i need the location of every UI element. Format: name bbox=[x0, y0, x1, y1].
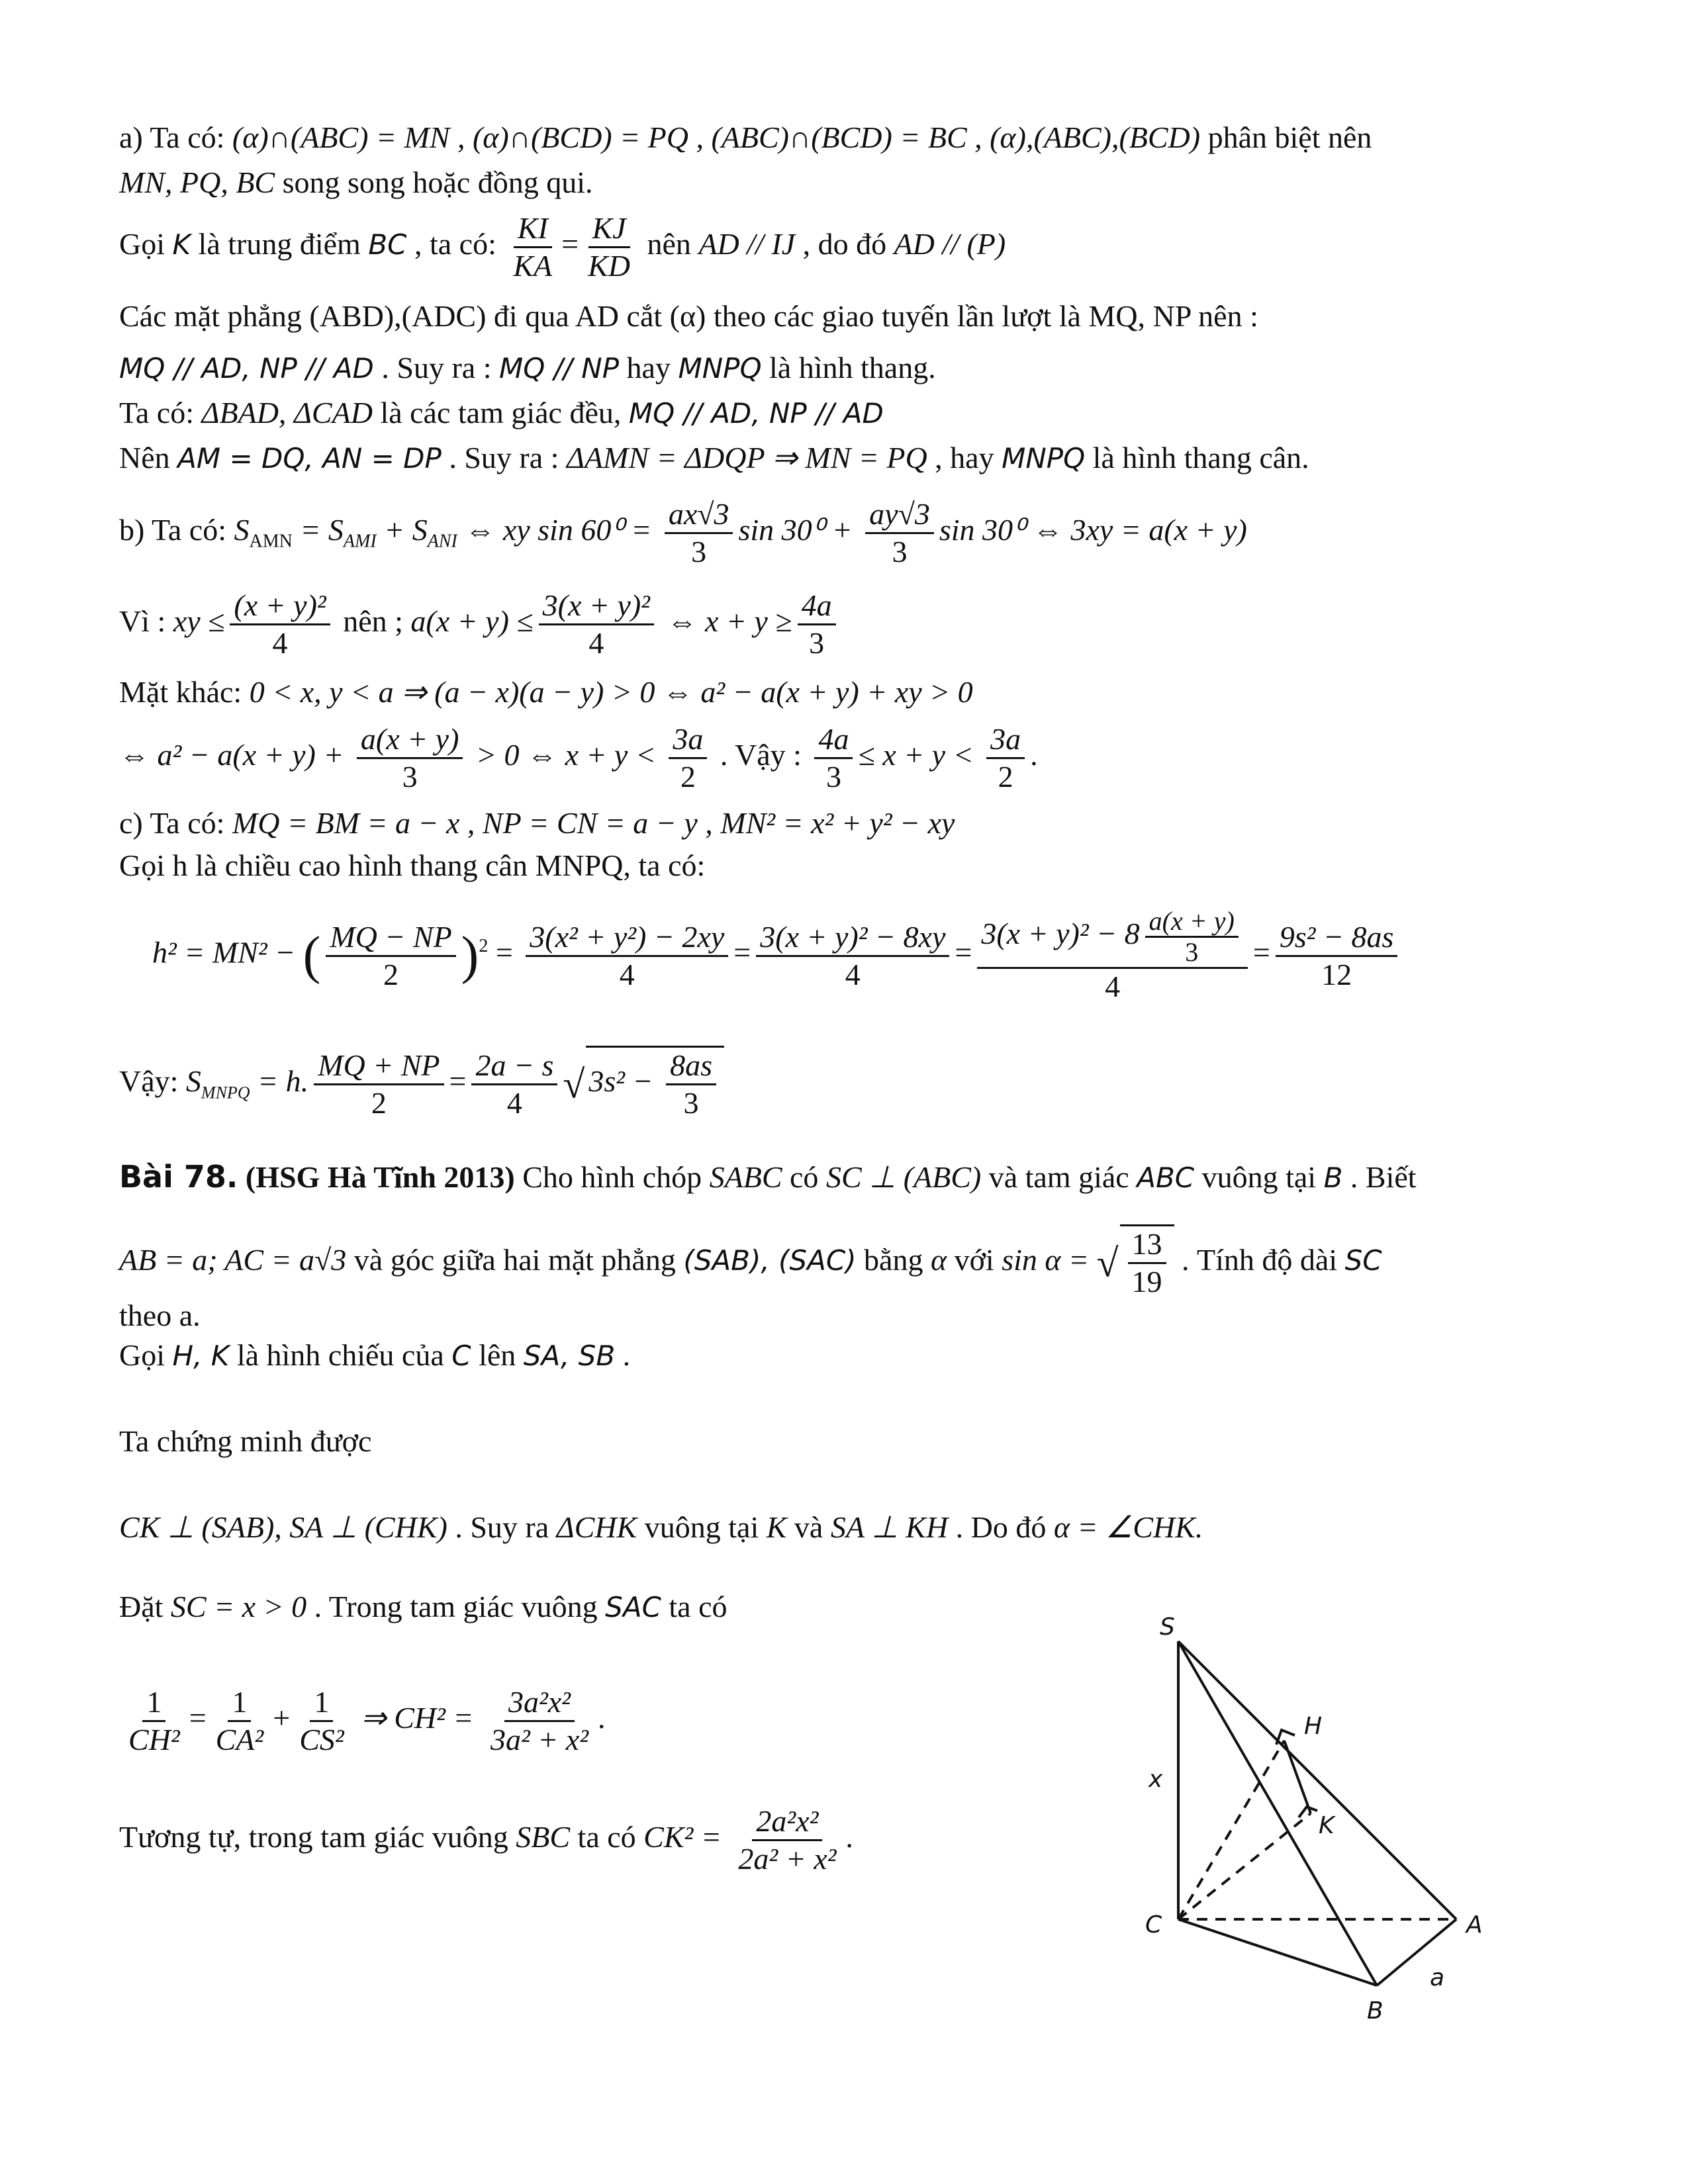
edge-sb bbox=[1178, 1641, 1377, 1985]
math: 3s² − bbox=[588, 1064, 661, 1099]
text: c) Ta có: bbox=[119, 806, 232, 840]
text: Các mặt phẳng (ABD),(ADC) đi qua AD cắt (α) theo các giao tuyến lần lượt là MQ, NP nên : bbox=[119, 299, 1258, 333]
text: Gọi h là chiều cao hình thang cân MNPQ, ta có: bbox=[119, 848, 706, 882]
fraction bbox=[666, 1048, 716, 1121]
denominator: CS² bbox=[299, 1723, 344, 1756]
denominator: 2 bbox=[680, 760, 696, 794]
numerator: 8as bbox=[666, 1048, 716, 1085]
math: ≤ x + y < bbox=[858, 738, 982, 772]
fraction bbox=[487, 1684, 592, 1758]
math: > 0 ⇔ x + y < bbox=[468, 738, 664, 772]
math: SC bbox=[1344, 1244, 1382, 1277]
problem-source: (HSG Hà Tĩnh 2013) bbox=[238, 1160, 515, 1194]
problem-78-equation-ch: $\frac{1}{\text{CH²}}$ = $\frac{1}{\text{CA²}}$ + $\frac{1}{\text{CS²}}$ ⇒ CH² = $\frac{\text{3a²x²}}{\text{3a² + x²}}$ . bbox=[119, 1684, 606, 1758]
radicand bbox=[1120, 1224, 1174, 1300]
text: . Trong tam giác vuông bbox=[306, 1590, 606, 1623]
text: Đặt bbox=[119, 1590, 171, 1623]
math: SBC bbox=[516, 1820, 571, 1854]
text: hay bbox=[619, 351, 679, 385]
part-a-line-6 bbox=[119, 394, 884, 432]
problem-78-line-1 bbox=[119, 1158, 1417, 1197]
fraction bbox=[734, 1803, 840, 1877]
text: và góc giữa hai mặt phẳng bbox=[346, 1243, 684, 1277]
fraction bbox=[865, 496, 934, 570]
text: ta có bbox=[570, 1820, 644, 1854]
numerator: 1 bbox=[310, 1684, 333, 1722]
text: Vậy: bbox=[119, 1064, 186, 1099]
fraction bbox=[357, 721, 463, 795]
math: SC = x > 0 bbox=[170, 1590, 307, 1623]
text: , hay bbox=[927, 441, 1002, 475]
math: ⇔ x + y ≥ bbox=[659, 604, 792, 639]
fraction bbox=[756, 919, 949, 993]
part-c-line-1 bbox=[119, 805, 955, 842]
text: . Vậy : bbox=[712, 738, 810, 772]
math: MQ // AD, NP // AD bbox=[628, 397, 884, 430]
math: = h. bbox=[250, 1064, 309, 1099]
denominator: 12 bbox=[1321, 957, 1352, 991]
fraction bbox=[669, 721, 707, 795]
text: là trung điểm bbox=[191, 227, 369, 261]
math: MNPQ bbox=[678, 352, 762, 385]
text: bằng bbox=[856, 1243, 931, 1277]
text: a) Ta có: bbox=[119, 120, 232, 154]
denominator: 19 bbox=[1131, 1265, 1162, 1298]
fraction bbox=[526, 919, 728, 993]
math: a(x + y) ≤ bbox=[410, 604, 534, 639]
text: vuông tại bbox=[1194, 1160, 1324, 1194]
text: . Suy ra : bbox=[441, 441, 567, 475]
text: Vì : bbox=[119, 604, 173, 639]
text: Cho hình chóp bbox=[514, 1160, 710, 1194]
text: nên ; bbox=[335, 604, 411, 639]
problem-title: Bài 78. bbox=[119, 1159, 238, 1195]
math: sin 30⁰ ⇔ 3xy = a(x + y) bbox=[939, 513, 1247, 547]
math: SC ⊥ (ABC) bbox=[825, 1160, 982, 1194]
math: SAC bbox=[605, 1591, 661, 1623]
math: ΔAMN = ΔDQP ⇒ MN = PQ bbox=[566, 441, 927, 475]
math: = S bbox=[292, 513, 344, 547]
denominator: CA² bbox=[215, 1723, 264, 1756]
denominator: 3 bbox=[1185, 937, 1199, 967]
part-a-line-4 bbox=[119, 298, 1258, 335]
math: ⇔ a² − a(x + y) + bbox=[119, 738, 352, 772]
text: nên bbox=[639, 227, 699, 261]
numerator: 3a²x² bbox=[504, 1684, 575, 1722]
math: ⇒ CH² = bbox=[353, 1701, 481, 1735]
part-c-area-formula: Vậy: $S_{MNPQ} = h$. $\frac{MQ + NP}{2}$ = $\frac{2a - s}{4}$ √ 3s² − $\frac{8as}{3}$ bbox=[119, 1046, 724, 1121]
label-a: A bbox=[1466, 1911, 1483, 1938]
math: ΔCHK bbox=[556, 1510, 637, 1544]
denominator: 2 bbox=[371, 1086, 387, 1120]
math: S bbox=[185, 1064, 201, 1099]
numerator: a(x + y) bbox=[1145, 907, 1239, 938]
text: . Do đó bbox=[948, 1510, 1054, 1544]
fraction bbox=[1128, 1226, 1166, 1300]
text: là hình thang cân. bbox=[1085, 441, 1309, 475]
part-b-line-1 bbox=[119, 496, 1247, 570]
edge-sa bbox=[1178, 1641, 1456, 1919]
math: (α)∩(ABC) = MN , (α)∩(BCD) = PQ , (ABC)∩(BCD) = BC , (α),(ABC),(BCD) bbox=[232, 120, 1201, 154]
math: sin 30⁰ + bbox=[738, 513, 861, 547]
numerator: 3(x + y)² bbox=[539, 588, 654, 625]
text: là hình thang. bbox=[761, 351, 936, 385]
numerator: 2a²x² bbox=[752, 1803, 822, 1841]
math: MNPQ bbox=[1002, 442, 1086, 475]
denominator: 2a² + x² bbox=[738, 1842, 837, 1876]
numerator: 4a bbox=[814, 721, 853, 759]
fraction bbox=[977, 907, 1247, 1005]
text: có bbox=[782, 1160, 826, 1194]
denominator: 3 bbox=[892, 535, 908, 569]
numerator: 3(x² + y²) − 2xy bbox=[526, 919, 728, 957]
text: phân biệt nên bbox=[1200, 120, 1372, 154]
label-b: B bbox=[1367, 1997, 1383, 2025]
problem-78-line-7 bbox=[119, 1588, 727, 1626]
text: Ta chứng minh được bbox=[119, 1424, 372, 1458]
math: α = ∠CHK. bbox=[1053, 1510, 1203, 1544]
math: BC bbox=[368, 228, 407, 261]
edge-cb bbox=[1178, 1919, 1377, 1985]
problem-78-line-2 bbox=[119, 1224, 1382, 1300]
numerator: 4a bbox=[798, 588, 836, 625]
label-x: x bbox=[1149, 1766, 1163, 1793]
math: xy ≤ bbox=[173, 604, 225, 639]
problem-78-line-6 bbox=[119, 1509, 1203, 1546]
numerator: MQ − NP bbox=[326, 919, 455, 957]
text: . Suy ra : bbox=[373, 351, 499, 385]
denominator: 3 bbox=[825, 760, 841, 794]
text: Mặt khác: bbox=[119, 675, 250, 709]
segment-ch-dashed bbox=[1178, 1741, 1284, 1919]
math: 0 < x, y < a ⇒ (a − x)(a − y) > 0 ⇔ a² − a(x + y) + xy > 0 bbox=[249, 675, 973, 709]
fraction bbox=[509, 210, 556, 284]
math: K bbox=[172, 228, 191, 261]
numerator: 1 bbox=[142, 1684, 165, 1722]
text: là các tam giác đều, bbox=[372, 396, 629, 430]
radical-sign: √ bbox=[1096, 1241, 1119, 1285]
math: MN, PQ, BC bbox=[119, 165, 275, 199]
right-angle-mark-k bbox=[1299, 1807, 1317, 1817]
problem-78-line-5 bbox=[119, 1423, 371, 1460]
part-b-line-3 bbox=[119, 674, 973, 711]
text: . Suy ra bbox=[447, 1510, 557, 1544]
math: (SAB), (SAC) bbox=[683, 1244, 857, 1277]
text: song song hoặc đồng qui. bbox=[275, 165, 593, 199]
denominator: 4 bbox=[272, 626, 288, 660]
numerator: KJ bbox=[588, 210, 630, 248]
denominator: 3 bbox=[683, 1086, 699, 1120]
segment-ck-dashed bbox=[1178, 1813, 1311, 1919]
problem-78-line-3 bbox=[119, 1297, 201, 1334]
numerator: 3(x + y)² − 8xy bbox=[756, 919, 949, 957]
denominator: 3 bbox=[691, 535, 707, 569]
math: MQ // NP bbox=[499, 352, 620, 385]
math: MQ // AD, NP // AD bbox=[119, 352, 374, 385]
pyramid-figure bbox=[1086, 1615, 1536, 2038]
text: Tương tự, trong tam giác vuông bbox=[119, 1820, 516, 1854]
math: AB = a; AC = a√3 bbox=[119, 1243, 347, 1277]
text: Gọi bbox=[119, 227, 173, 261]
fraction bbox=[314, 1048, 444, 1121]
part-b-line-2 bbox=[119, 588, 841, 661]
math: S bbox=[234, 513, 250, 547]
problem-78-equation-ck: Tương tự, trong tam giác vuông SBC ta có CK² = $\frac{\text{2a²x²}}{\text{2a² + x²}}$ . bbox=[119, 1804, 853, 1876]
math: AD // IJ bbox=[698, 227, 796, 261]
subscript: AMN bbox=[249, 531, 293, 552]
denominator: 4 bbox=[1105, 970, 1121, 1003]
fraction bbox=[471, 1048, 557, 1121]
part-a-line-2 bbox=[119, 164, 593, 201]
numerator: 1 bbox=[228, 1684, 251, 1722]
denominator: 4 bbox=[588, 626, 604, 660]
text: b) Ta có: bbox=[119, 513, 234, 547]
text: , ta có: bbox=[406, 227, 504, 261]
part-a-line-7 bbox=[119, 439, 1309, 477]
text: , do đó bbox=[795, 227, 894, 261]
numerator: 2a − s bbox=[471, 1048, 557, 1085]
math: h² = MN² − bbox=[152, 935, 303, 970]
fraction bbox=[295, 1684, 348, 1758]
part-a-line-1 bbox=[119, 119, 1372, 156]
numerator: ay√3 bbox=[865, 496, 934, 534]
part-c-line-2 bbox=[119, 847, 705, 884]
text: vuông tại bbox=[637, 1510, 767, 1544]
label-c: C bbox=[1145, 1911, 1162, 1938]
text: theo a. bbox=[119, 1298, 201, 1332]
denominator: 4 bbox=[619, 957, 635, 991]
radicand bbox=[586, 1046, 724, 1121]
fraction bbox=[986, 721, 1025, 795]
numerator: a(x + y) bbox=[357, 721, 463, 759]
fraction bbox=[212, 1684, 268, 1758]
math: CK ⊥ (SAB), SA ⊥ (CHK) bbox=[119, 1510, 447, 1544]
fraction bbox=[1276, 919, 1398, 993]
segment-hk bbox=[1284, 1741, 1311, 1813]
math: C bbox=[451, 1340, 471, 1372]
radical-sign: √ bbox=[563, 1062, 585, 1107]
denominator: 3 bbox=[402, 760, 418, 794]
math: SA, SB bbox=[523, 1340, 616, 1372]
text: . bbox=[615, 1338, 631, 1372]
fraction bbox=[124, 1684, 184, 1758]
denominator: 2 bbox=[383, 957, 399, 991]
numerator: 3a bbox=[669, 721, 707, 759]
fraction bbox=[1145, 907, 1239, 967]
math: ⇔ xy sin 60⁰ = bbox=[457, 513, 659, 547]
subscript: AMI bbox=[343, 531, 377, 552]
math: 3(x + y)² − 8 bbox=[981, 917, 1140, 951]
math: MQ = BM = a − x , NP = CN = a − y , MN² = x² + y² − xy bbox=[232, 806, 955, 840]
denominator: 3 bbox=[809, 626, 825, 660]
label-h: H bbox=[1304, 1713, 1323, 1740]
text: và tam giác bbox=[981, 1160, 1137, 1194]
numerator bbox=[977, 907, 1247, 969]
label-edge-a: a bbox=[1430, 1964, 1445, 1991]
text: . Tính độ dài bbox=[1174, 1243, 1345, 1277]
part-b-line-4: ⇔ a² − a(x + y) + $\frac{a(x + y)}{3}$ > 0 ⇔ x + y < $\frac{3a}{2}$ . Vậy : $\frac{4a}{3}$ ≤ x + y < $\frac{3a}{2}$ . bbox=[119, 722, 1038, 794]
subscript: MNPQ bbox=[201, 1083, 250, 1103]
fraction bbox=[326, 919, 455, 993]
math: + S bbox=[376, 513, 428, 547]
math: CK² = bbox=[643, 1820, 729, 1854]
text: với bbox=[947, 1243, 1002, 1277]
math: sin α = bbox=[1002, 1243, 1097, 1277]
math: ΔBAD, ΔCAD bbox=[201, 396, 373, 430]
fraction bbox=[584, 210, 634, 284]
fraction bbox=[798, 588, 836, 661]
numerator: ax√3 bbox=[665, 496, 733, 534]
text: Ta có: bbox=[119, 396, 202, 430]
fraction bbox=[665, 496, 733, 570]
denominator: KA bbox=[513, 249, 553, 283]
math: K bbox=[766, 1510, 787, 1544]
numerator: 13 bbox=[1128, 1226, 1166, 1264]
text: . Biết bbox=[1342, 1160, 1417, 1194]
subscript: ANI bbox=[427, 531, 457, 552]
text: Nên bbox=[119, 441, 178, 475]
label-k: K bbox=[1319, 1812, 1335, 1839]
fraction bbox=[230, 588, 330, 661]
denominator: KD bbox=[588, 249, 631, 283]
fraction bbox=[539, 588, 654, 661]
math: SA ⊥ KH bbox=[830, 1510, 949, 1544]
text: Gọi bbox=[119, 1338, 173, 1372]
text: là hình chiếu của bbox=[229, 1338, 452, 1372]
problem-78-line-4 bbox=[119, 1337, 630, 1375]
label-s: S bbox=[1160, 1615, 1175, 1641]
part-a-line-3: Gọi K là trung điểm BC , ta có: $\frac{KI}{KA}$ = $\frac{KJ}{KD}$ nên AD // IJ , do đó AD // (P) bbox=[119, 211, 1006, 283]
math: B bbox=[1323, 1161, 1343, 1194]
math: AM = DQ, AN = DP bbox=[177, 442, 442, 475]
numerator: (x + y)² bbox=[230, 588, 330, 625]
numerator: 9s² − 8as bbox=[1276, 919, 1398, 957]
denominator: 2 bbox=[998, 760, 1013, 794]
numerator: 3a bbox=[986, 721, 1025, 759]
numerator: MQ + NP bbox=[314, 1048, 444, 1085]
denominator: 4 bbox=[845, 957, 861, 991]
part-a-line-5 bbox=[119, 349, 936, 387]
denominator: 4 bbox=[506, 1086, 522, 1120]
math: α bbox=[930, 1243, 947, 1277]
fraction bbox=[814, 721, 853, 795]
denominator: 3a² + x² bbox=[490, 1723, 588, 1756]
part-c-height-formula: h² = MN² − ( $\frac{MQ - NP}{2}$ )$^2$ = $\frac{\text{3(x² + y²) − 2xy}}{4}$ = $\frac{\text{3(x + y)² − 8xy}}{4}$ = 3(x + y)² − 8 $\frac{a(x + y)}{3}$ 4 = $\frac{\text{9s² − 8as}}{12}$ bbox=[152, 907, 1403, 1005]
text: ta có bbox=[661, 1590, 727, 1623]
text: lên bbox=[471, 1338, 524, 1372]
numerator: KI bbox=[514, 210, 552, 248]
math: AD // (P) bbox=[894, 227, 1006, 261]
math: ABC bbox=[1137, 1161, 1195, 1194]
denominator: CH² bbox=[128, 1723, 180, 1756]
math: H, K bbox=[172, 1340, 230, 1372]
text: và bbox=[786, 1510, 831, 1544]
math: SABC bbox=[709, 1160, 782, 1194]
